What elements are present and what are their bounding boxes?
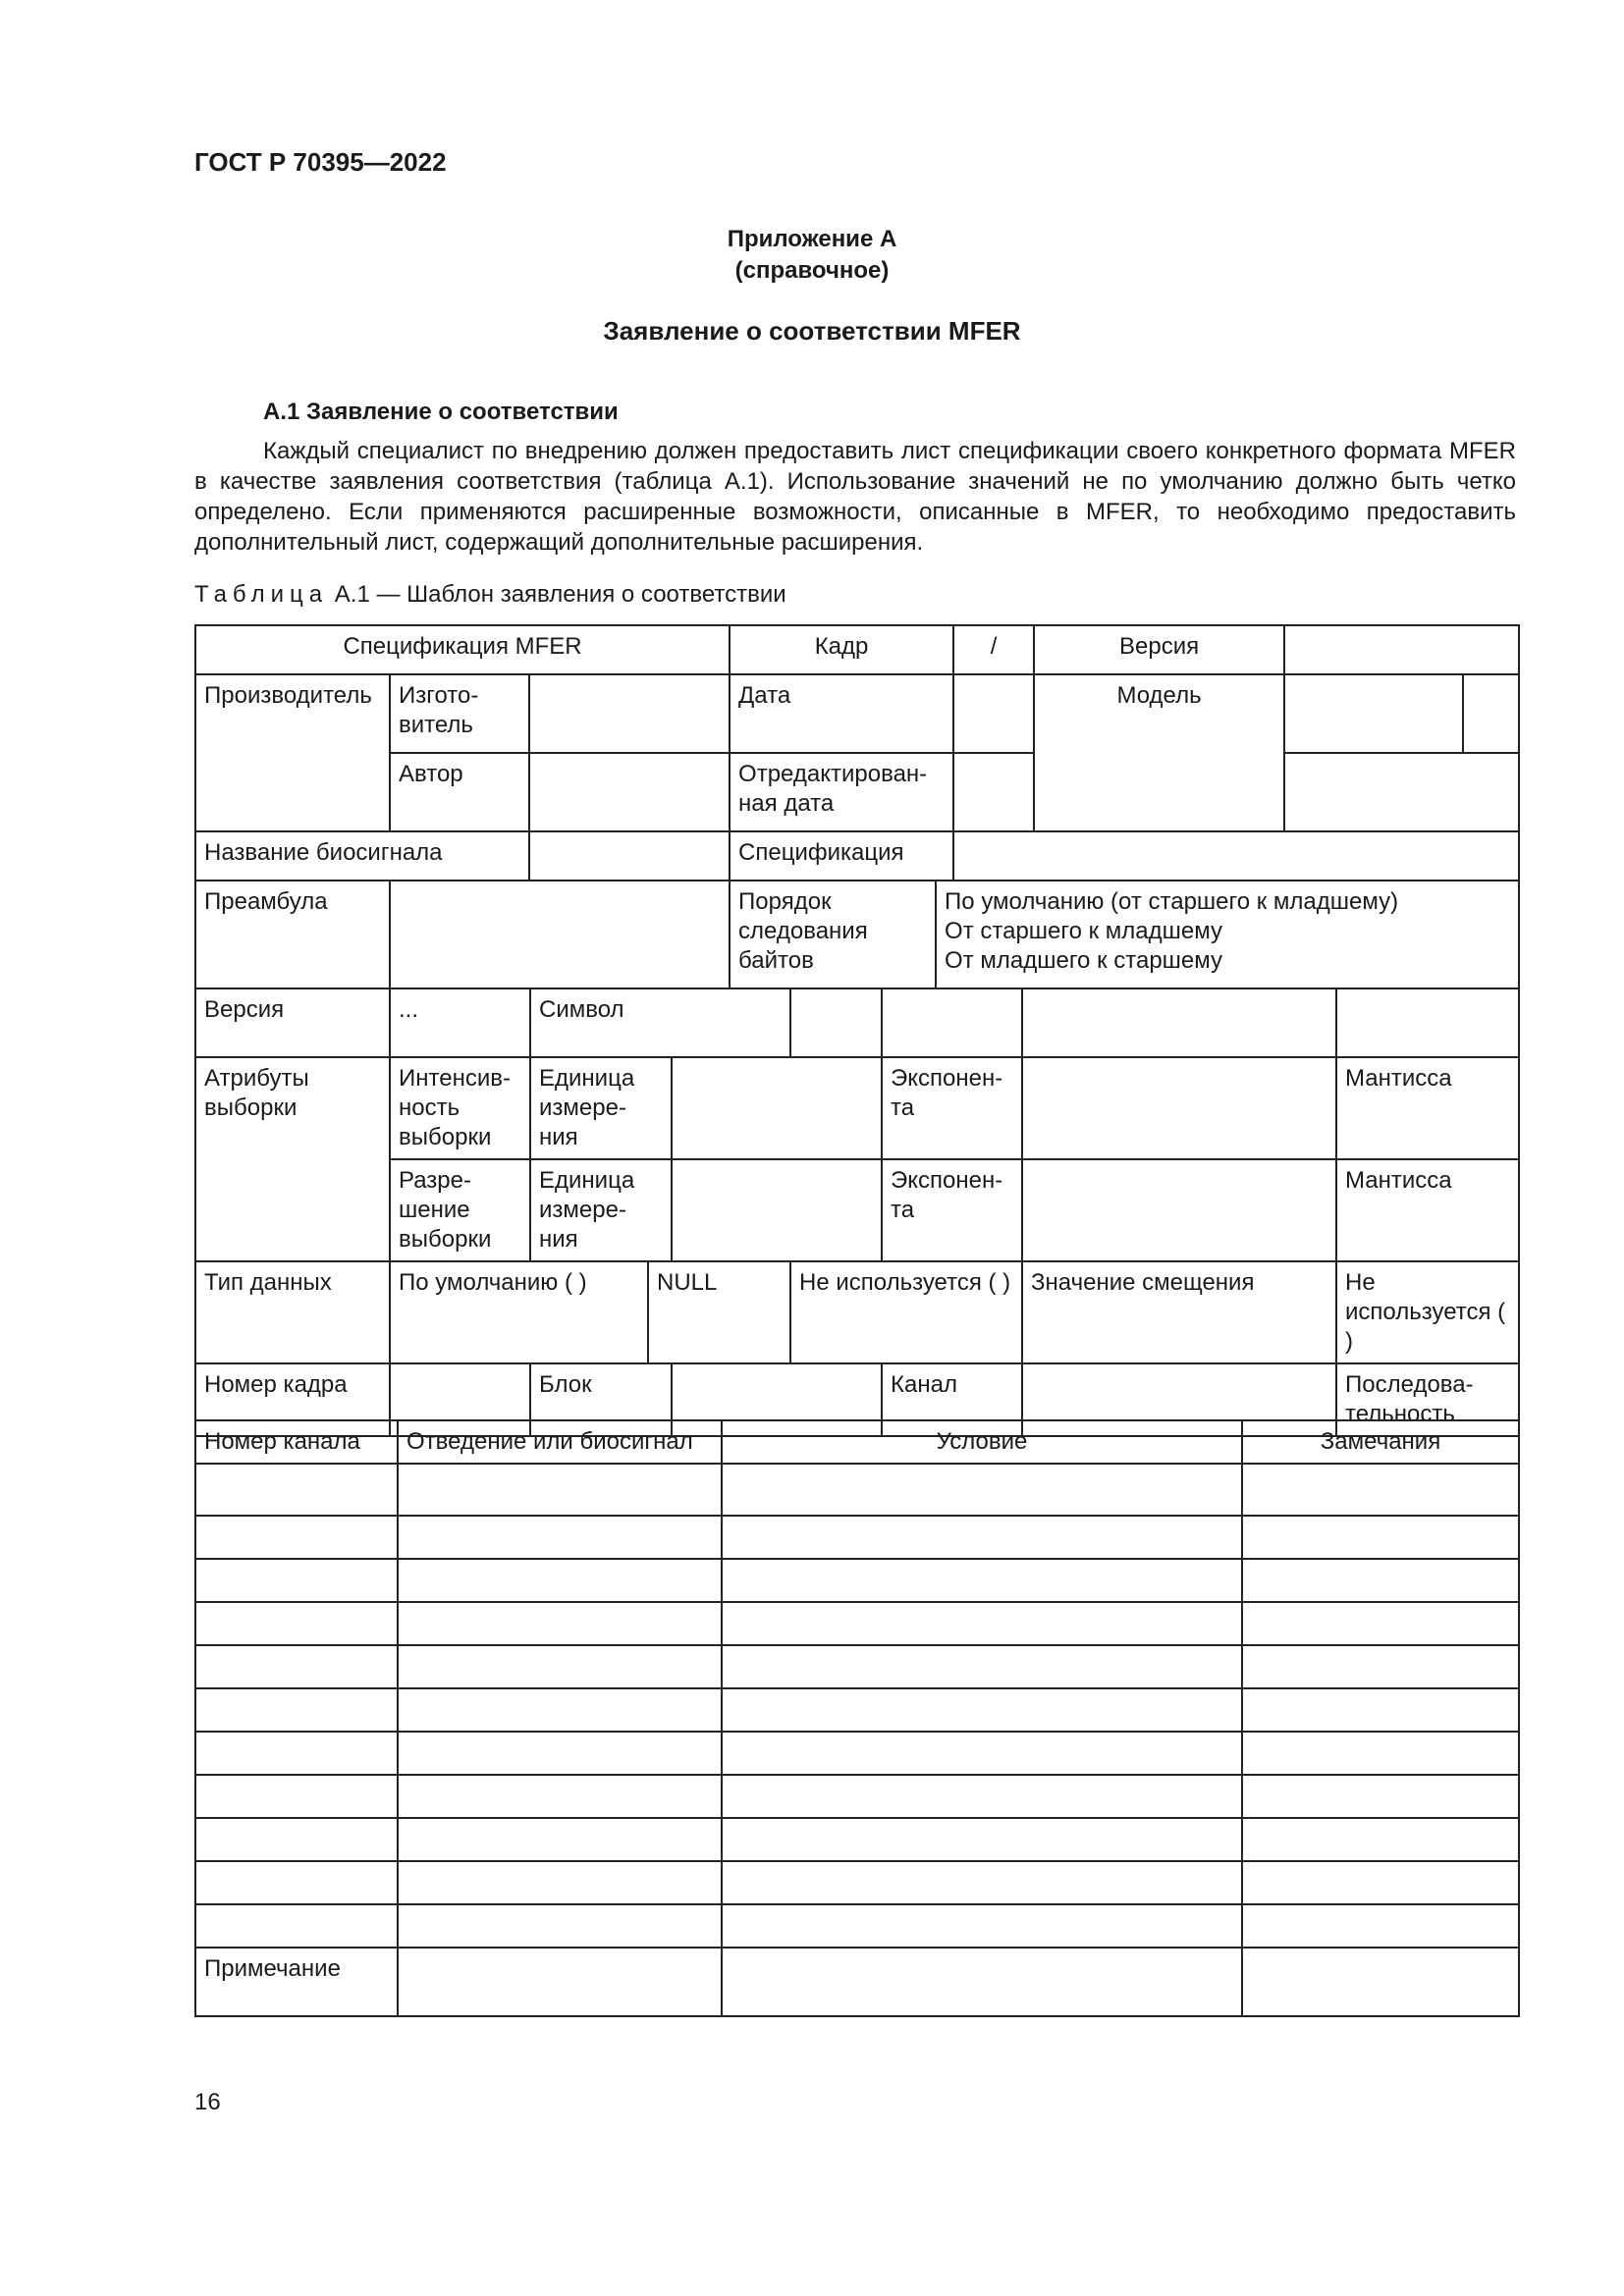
channel-row-cell xyxy=(195,1559,398,1602)
preamble-value-cell xyxy=(390,881,730,988)
channel-row-cell xyxy=(195,1861,398,1904)
channel-row-cell xyxy=(195,1516,398,1559)
unit-value-cell-2 xyxy=(672,1159,882,1261)
channel-row-cell xyxy=(398,1861,722,1904)
model-cell: Модель xyxy=(1034,674,1284,831)
channel-row-cell xyxy=(398,1645,722,1688)
version2-cell: Версия xyxy=(195,988,390,1057)
model-value-cell-1 xyxy=(1284,674,1463,753)
null-cell: NULL xyxy=(648,1261,790,1363)
channel-row-cell xyxy=(398,1818,722,1861)
default-cell: По умолчанию ( ) xyxy=(390,1261,648,1363)
channel-number-header: Номер канала xyxy=(195,1420,398,1464)
byte-option-little-endian: От младшего к старшему xyxy=(945,947,1223,974)
model-value-cell-2 xyxy=(1463,674,1519,753)
symbol-value-cell-3 xyxy=(1022,988,1336,1057)
biosignal-name-value-cell xyxy=(529,831,730,881)
conformance-table-channels xyxy=(194,1419,1520,2017)
intro-paragraph xyxy=(194,436,1516,558)
channel-row-cell xyxy=(722,1818,1242,1861)
unit-cell-2: Единица измере-ния xyxy=(530,1159,672,1261)
spec-mfer-cell: Спецификация MFER xyxy=(195,625,730,674)
author-value-cell xyxy=(529,753,730,831)
exponent-value-cell-1 xyxy=(1022,1057,1336,1159)
channel-row-cell xyxy=(1242,1559,1519,1602)
channel-row-cell xyxy=(1242,1818,1519,1861)
condition-header: Условие xyxy=(722,1420,1242,1464)
table-caption-rest: А.1 — Шаблон заявления о соответствии xyxy=(328,581,786,608)
appendix-subtitle: (справочное) xyxy=(734,257,890,284)
symbol-value-cell-1 xyxy=(790,988,882,1057)
channel-row-cell xyxy=(1242,1645,1519,1688)
channel-row-cell xyxy=(398,1688,722,1732)
byte-option-default: По умолчанию (от старшего к младшему) xyxy=(945,888,1399,915)
channel-row-cell xyxy=(1242,1516,1519,1559)
note-value-cell-2 xyxy=(722,1948,1242,2016)
sequence-cell: Последова-тельность xyxy=(1336,1363,1519,1436)
sample-attrs-cell: Атрибуты выборки xyxy=(195,1057,390,1261)
channel-row-cell xyxy=(195,1775,398,1818)
version-value-cell xyxy=(1284,625,1519,674)
channel-row-cell xyxy=(398,1602,722,1645)
note-value-cell-3 xyxy=(1242,1948,1519,2016)
channel-row-cell xyxy=(722,1904,1242,1948)
symbol-value-cell-4 xyxy=(1336,988,1519,1057)
standard-header: ГОСТ Р 70395—2022 xyxy=(194,147,447,177)
channel-row-cell xyxy=(195,1464,398,1516)
date-cell: Дата xyxy=(730,674,953,753)
channel-row-cell xyxy=(195,1688,398,1732)
manufacturer-value-cell xyxy=(529,674,730,753)
version-cell: Версия xyxy=(1034,625,1284,674)
channel-row-cell xyxy=(398,1775,722,1818)
channel-row-cell xyxy=(722,1688,1242,1732)
channel-row-cell xyxy=(722,1559,1242,1602)
byte-order-cell: Порядок следования байтов xyxy=(730,881,936,988)
channel-row-cell xyxy=(195,1818,398,1861)
conformance-table-header xyxy=(194,624,1520,989)
table-caption xyxy=(194,581,786,609)
conformance-table-attributes xyxy=(194,988,1520,1437)
channel-row-cell xyxy=(722,1732,1242,1775)
channel-row-cell xyxy=(722,1464,1242,1516)
channel-row-cell xyxy=(1242,1602,1519,1645)
producer-cell: Производитель xyxy=(195,674,390,831)
channel-row-cell xyxy=(722,1775,1242,1818)
not-used-cell-1: Не используется ( ) xyxy=(790,1261,1022,1363)
remarks-header: Замечания xyxy=(1242,1420,1519,1464)
channel-row-cell xyxy=(722,1516,1242,1559)
channel-row-cell xyxy=(195,1732,398,1775)
intensity-cell: Интенсив-ность выборки xyxy=(390,1057,530,1159)
biosignal-name-cell: Название биосигнала xyxy=(195,831,529,881)
slash-cell: / xyxy=(953,625,1034,674)
unit-cell-1: Единица измере-ния xyxy=(530,1057,672,1159)
symbol-value-cell-2 xyxy=(882,988,1022,1057)
page-number: 16 xyxy=(194,2089,221,2115)
channel-row-cell xyxy=(398,1516,722,1559)
channel-cell: Канал xyxy=(882,1363,1022,1436)
note-value-cell-1 xyxy=(398,1948,722,2016)
exponent-cell-2: Экспонен-та xyxy=(882,1159,1022,1261)
channel-row-cell xyxy=(1242,1861,1519,1904)
edited-date-cell: Отредактирован-ная дата xyxy=(730,753,953,831)
frame-number-cell: Номер кадра xyxy=(195,1363,390,1436)
channel-row-cell xyxy=(195,1904,398,1948)
channel-row-cell xyxy=(1242,1775,1519,1818)
channel-row-cell xyxy=(398,1732,722,1775)
unit-value-cell-1 xyxy=(672,1057,882,1159)
channel-row-cell xyxy=(1242,1464,1519,1516)
exponent-value-cell-2 xyxy=(1022,1159,1336,1261)
appendix-title: Приложение А xyxy=(727,226,897,252)
channel-row-cell xyxy=(722,1861,1242,1904)
symbol-cell: Символ xyxy=(530,988,790,1057)
note-cell: Примечание xyxy=(195,1948,398,2016)
version-dots-cell: ... xyxy=(390,988,530,1057)
specification-value-cell xyxy=(953,831,1519,881)
intro-paragraph-text: Каждый специалист по внедрению должен предоставить лист спецификации своего конкретного формата MFER в качестве заявления соответствия (таблица А.1). Использование значений не по умолчанию должно быть четко определено. Если применяются расширенные возможности, описанные в MFER, то необходимо предоставить дополнительный лист, содержащий дополнительные расширения. xyxy=(194,438,1516,556)
section-title: Заявление о соответствии MFER xyxy=(603,316,1021,346)
channel-row-cell xyxy=(1242,1732,1519,1775)
date-value-cell xyxy=(953,674,1034,753)
manufacturer-cell: Изгото-витель xyxy=(390,674,529,753)
preamble-cell: Преамбула xyxy=(195,881,390,988)
channel-row-cell xyxy=(398,1904,722,1948)
channel-row-cell xyxy=(722,1645,1242,1688)
table-caption-prefix: Таблица xyxy=(194,581,329,608)
channel-row-cell xyxy=(722,1602,1242,1645)
channel-row-cell xyxy=(195,1602,398,1645)
channel-row-cell xyxy=(1242,1688,1519,1732)
resolution-cell: Разре-шение выборки xyxy=(390,1159,530,1261)
mantissa-cell-2: Мантисса xyxy=(1336,1159,1519,1261)
block-cell: Блок xyxy=(530,1363,672,1436)
not-used-cell-2: Не используется ( ) xyxy=(1336,1261,1519,1363)
mantissa-cell-1: Мантисса xyxy=(1336,1057,1519,1159)
author-cell: Автор xyxy=(390,753,529,831)
specification-cell: Спецификация xyxy=(730,831,953,881)
offset-value-cell: Значение смещения xyxy=(1022,1261,1336,1363)
byte-order-options-cell xyxy=(936,881,1519,988)
subsection-heading: А.1 Заявление о соответствии xyxy=(263,399,619,425)
channel-row-cell xyxy=(398,1559,722,1602)
lead-header: Отведение или биосигнал xyxy=(398,1420,722,1464)
edited-date-value-cell xyxy=(953,753,1034,831)
channel-row-cell xyxy=(195,1645,398,1688)
data-type-cell: Тип данных xyxy=(195,1261,390,1363)
channel-row-cell xyxy=(398,1464,722,1516)
model-value-cell-3 xyxy=(1284,753,1519,831)
byte-option-big-endian: От старшего к младшему xyxy=(945,918,1223,944)
frame-cell: Кадр xyxy=(730,625,953,674)
exponent-cell-1: Экспонен-та xyxy=(882,1057,1022,1159)
channel-row-cell xyxy=(1242,1904,1519,1948)
